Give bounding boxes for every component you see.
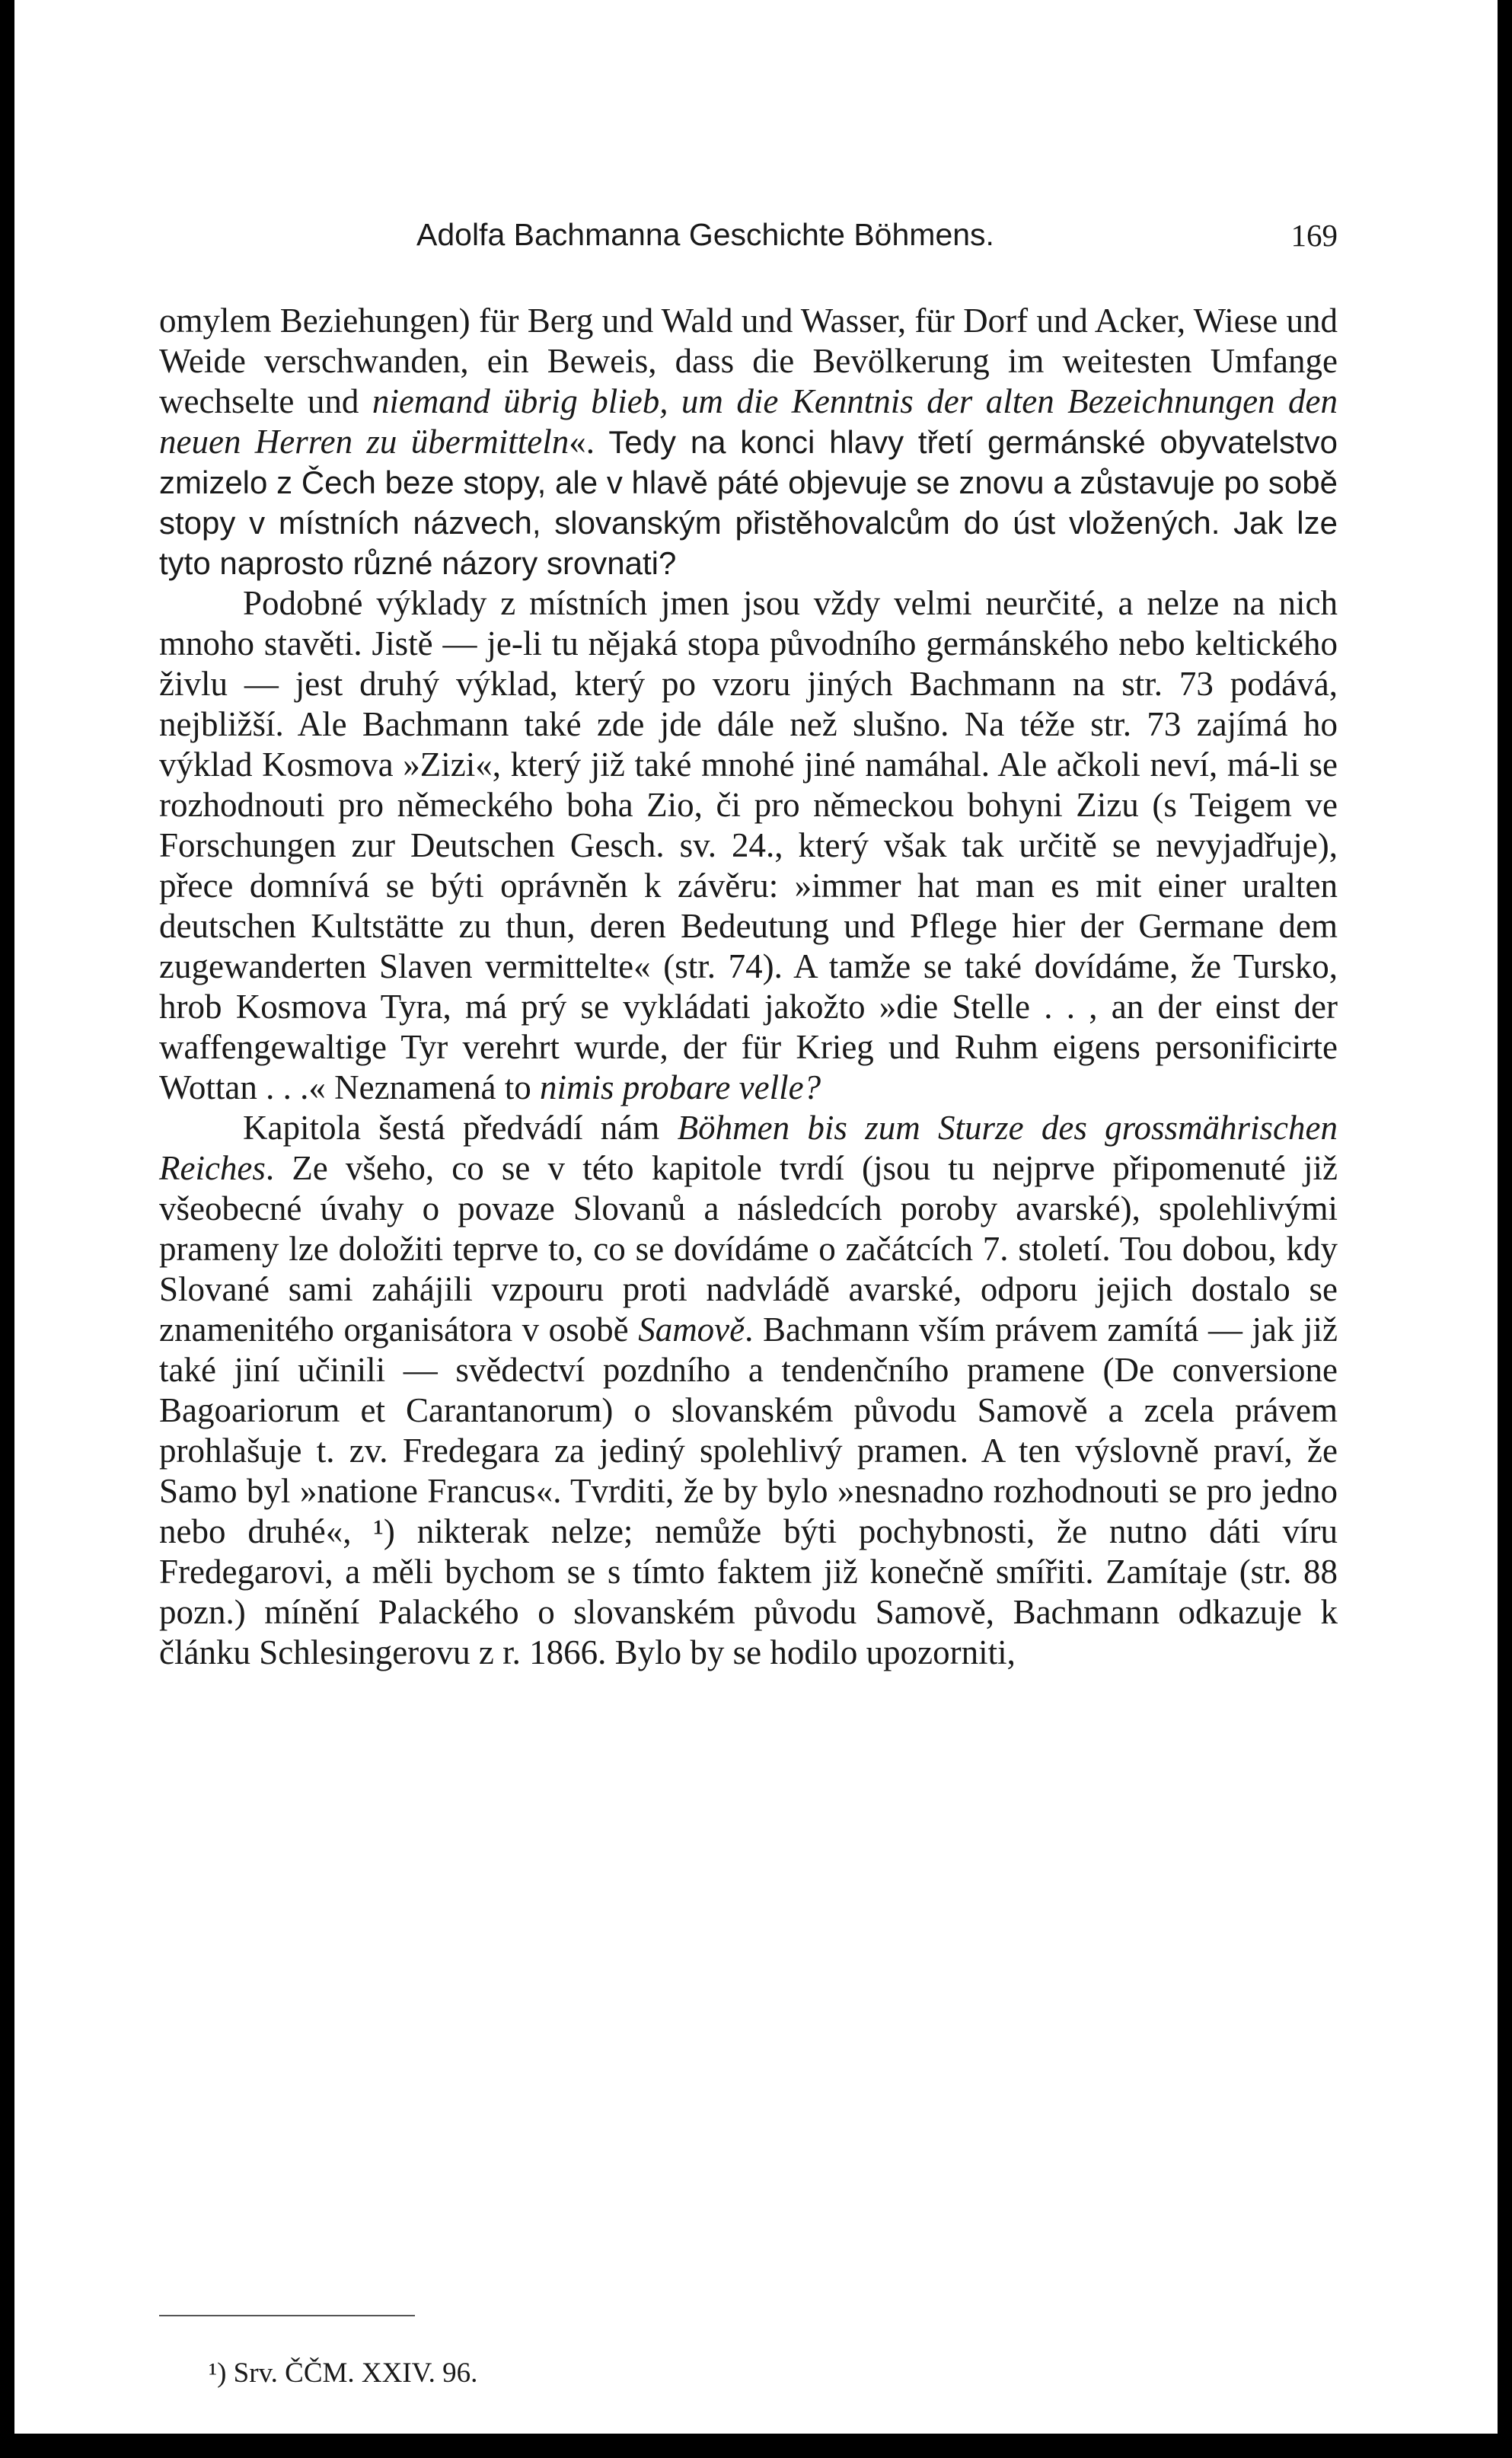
text-span-sans: Tedy na konci hlavy třetí germánské obyvatelstvo zmizelo z Čech beze stopy, ale v hlavě páté objevuje se znovu a zůstavuje po sobě stopy v místních názvech, slovanským přistěhovalcům do úst vložených. Jak lze tyto naprosto různé názory srovnati?	[159, 424, 1338, 581]
paragraph-2	[159, 583, 1338, 1108]
running-header	[416, 217, 1338, 266]
running-title: Adolfa Bachmanna Geschichte Böhmens.	[416, 217, 994, 252]
footnote-text: Srv. ČČM. XXIV. 96.	[233, 2357, 478, 2389]
text-span: omylem Beziehungen) für Berg und Wald und Wasser, für Dorf und Acker, Wiese und Weide verschwanden, ein Beweis, dass die Bevölkerung im weitesten Umfange wechselte und	[159, 302, 1338, 420]
text-span: «.	[569, 423, 609, 461]
book-page	[14, 0, 1498, 2434]
text-span: . Ze všeho, co se v této kapitole tvrdí (jsou tu nejprve připomenuté již všeobecné úvahy o povaze Slovanů a následcích poroby avarské), spolehlivými prameny lze doložiti teprve to, co se dovídáme o začátcích 7. století. Tou dobou, kdy Slované sami zahájili vzpouru proti nadvládě avarské, odporu jejich dostalo se znamenitého organisátora v osobě	[159, 1149, 1338, 1349]
latin-phrase-italic: nimis probare velle?	[539, 1068, 821, 1106]
quote-italic: niemand übrig blieb, um die Kenntnis der alten Bezeichnungen den neuen Herren zu übermitteln	[159, 382, 1338, 461]
text-span: . Bachmann vším právem zamítá — jak již také jiní učinili — svědectví pozdního a tendenčního pramene (De conversione Bagoariorum et Carantanorum) o slovanském původu Samově a zcela právem prohlašuje t. zv. Fredegara za jediný spolehlivý pramen. A ten výslovně praví, že Samo byl »natione Francus«. Tvrditi, že by bylo »nesnadno rozhodnouti se pro jedno nebo druhé«, ¹) nikterak nelze; nemůže býti pochybnosti, že nutno dáti víru Fredegarovi, a měli bychom se s tímto faktem již konečně smířiti. Zamítaje (str. 88 pozn.) mínění Palackého o slovanském původu Samově, Bachmann odkazuje k článku Schlesingerovu z r. 1866. Bylo by se hodilo upozorniti,	[159, 1310, 1338, 1671]
chapter-title-italic: Böhmen bis zum Sturze des grossmährischen Reiches	[159, 1109, 1338, 1187]
footnote-divider	[159, 2315, 415, 2316]
paragraph-3	[159, 1108, 1338, 1673]
footnote-marker: ¹)	[209, 2357, 227, 2389]
name-italic: Samově	[638, 1310, 745, 1349]
body-text	[159, 301, 1338, 1673]
footnote	[209, 2357, 477, 2389]
paragraph-1	[159, 301, 1338, 583]
text-span: Kapitola šestá předvádí nám	[243, 1109, 678, 1147]
text-span: Podobné výklady z místních jmen jsou vždy velmi neurčité, a nelze na nich mnoho stavěti. Jistě — je-li tu nějaká stopa původního germánského nebo keltického živlu — jest druhý výklad, který po vzoru jiných Bachmann na str. 73 podává, nejbližší. Ale Bachmann také zde jde dále než slušno. Na téže str. 73 zajímá ho výklad Kosmova »Zizi«, který již také mnohé jiné namáhal. Ale ačkoli neví, má-li se rozhodnouti pro německého boha Zio, či pro německou bohyni Zizu (s Teigem ve Forschungen zur Deutschen Gesch. sv. 24., který však tak určitě se nevyjadřuje), přece domnívá se býti oprávněn k závěru: »immer hat man es mit einer uralten deutschen Kultstätte zu thun, deren Bedeutung und Pflege hier der Germane dem zugewanderten Slaven vermittelte« (str. 74). A tamže se také dovídáme, že Tursko, hrob Kosmova Tyra, má prý se vykládati jakožto »die Stelle . . , an der einst der waffengewaltige Tyr verehrt wurde, der für Krieg und Ruhm eigens personificirte Wottan . . .« Neznamená to	[159, 584, 1338, 1106]
page-number: 169	[1290, 218, 1338, 253]
